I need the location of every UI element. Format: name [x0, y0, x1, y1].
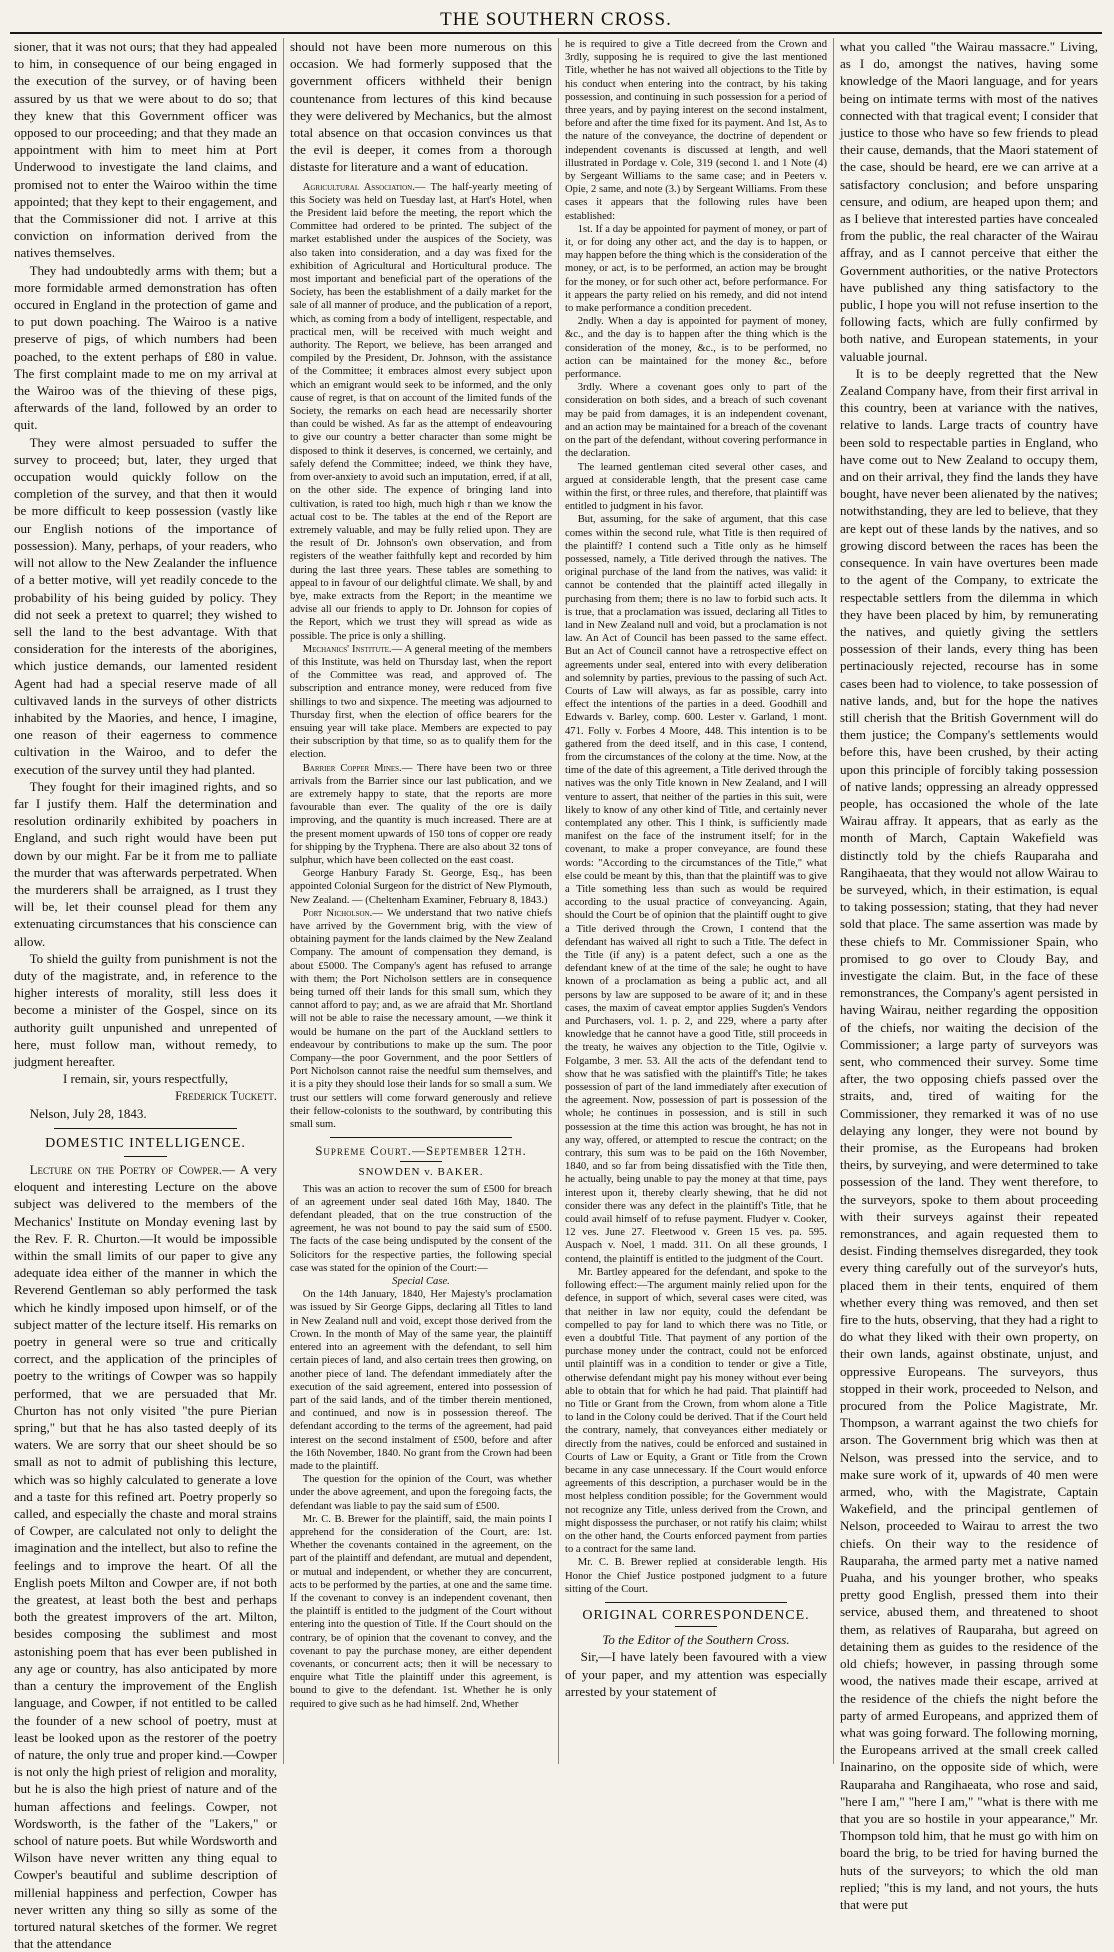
- article-body: The half-yearly meeting of this Society was held on Tuesday last, at Hart's Hotel, when the President laid before the meeting, the report which the Committee had ordered to be printed. The subject of the market established under the auspices of the Society, was also taken into consideration, and a day was fixed for the exhibition of Agricultural and Horticultural produce. The most important and beneficial part of the operations of the Society, has been the establishment of a daily market for the sale of all manner of produce, and the publication of a report, which, as coming from a body of intelligent, respectable, and practical men, will be received with much weight and authority. The Report, we believe, has been arranged and compiled by the President, Dr. Johnson, with the assistance of the Committee; it embraces almost every subject upon which an emigrant would seek to be informed, and the only cause of regret, is that on account of the limited funds of the Society, the remarks on each head are necessarily shorter than could be wished. As far as the attempt of endeavouring to give our country a better character than some might be disposed to think it deserves, is concerned, we certainly, and safely defend the Committee; indeed, we think they have, from over-anxiety to avoid such an imputation, erred, if at all, on the other side. The expence of bringing land into cultivation, is rated too high, much high r than we know the actual cost to be. The tables at the end of the Report are extremely valuable, and may be fully relied upon. They are the result of Dr. Johnson's own observation, and from registers of the weather faithfully kept and recorded by him during the last three years. These tables are something to appeal to in favour of our delightful climate. We shall, by and bye, make extracts from the Report; in the meantime we advise all our friends to apply to Dr. Johnson for copies of the Report, which we trust they will spread as wide as possible. The price is only a shilling.: [290, 181, 552, 642]
- letter-signature: Frederick Tuckett.: [175, 1088, 277, 1104]
- paragraph: Mr. Bartley appeared for the defendant, and spoke to the following effect:—The argument mainly relied upon for the defence, in support of which, several cases were cited, was that neither in law nor equity, could the defendant be compelled to pay for land to which there was no Title, or even a doubtful Title. That payment of any portion of the purchase money under the contract, could not be enforced until plaintiff was in a condition to tender or give a Title, otherwise defendant might pay his money without ever being able to obtain that for which he had paid. That plaintiff had no Title or Grant from the Crown, from whom alone a Title to land in the Colony could be derived. That if the Court held the contrary, namely, that conveyances either mediately or directly from the natives, could be enforced and sustained in Courts of Law or Equity, a Grant or Title from the Crown became in any case unnecessary. If the Court would enforce agreements of this description, a purchaser would be in the most helpless condition possible; for the Government would not recognize any Title, unless derived from the Crown, and might dispossess the purchaser, or not ratify his claim; whilst on the other hand, the Courts enforced payment from parties to a contract for the same land.: [565, 1266, 827, 1556]
- article-title: Port Nicholson.—: [302, 907, 383, 919]
- article-paragraph: [290, 643, 552, 762]
- paragraph: should not have been more numerous on this occasion. We had formerly supposed that the government officers withheld their benign countenance from lectures of this kind because they were delivered by Mechanics, but the almost total absence on that occasion convinces us that the evil is deeper, it comes from a thorough distaste for literature and a want of education.: [290, 39, 552, 175]
- section-heading: ORIGINAL CORRESPONDENCE.: [582, 1607, 810, 1623]
- article-body: A very eloquent and interesting Lecture on the above subject was delivered to the members of the Mechanics' Institute on Monday evening last by the Rev. F. R. Churton.—It would be impossible within the small limits of our paper to give any adequate idea either of the manner in which the Reverend Gentleman so ably performed the task which he kindly imposed upon himself, or of the subject matter of the lecture itself. His remarks on poetry in general were so true and critically correct, and the application of the principles of poetry to the writings of Cowper was so happily performed, that we are persuaded that Mr. Churton has not only visited "the pure Pierian spring," but that he has also tasted deeply of its waters. We are sorry that our sheet should be so small as not to admit of publishing this lecture, which was so highly calculated to generate a love and a taste for this refined art. Poetry properly so called, and especially the chaste and moral strains of Cowper, are calculated not only to delight the imagination and the intellect, but also to refine the feelings and to improve the heart. Of all the English poets Milton and Cowper are, if not both the greatest, at least both the best and perhaps both the greatest improvers of the art. Milton, besides composing the sublimest and most astonishing poem that has ever been published in any age or country, has also anticipated by more than a century the improvement of the English language, and Cowper, if not entitled to be called the founder of a new school of poetry, must at least be looked upon as the restorer of the poetry of nature, the only true and proper kind.—Cowper is not only the high priest of religion and morality, but he is also the high priest of nature and of the human affections and feelings. Cowper, not Wordsworth, is the father of the "Lakers," or school of nature poets. But while Wordsworth and Wilson have never written any thing equal to Cowper's beautiful and sublime description of millenial happiness and perfection, Cowper has never written any thing so silly as some of the tortured natural sketches of the former. We regret that the attendance: [14, 1162, 277, 1952]
- article-body: There have been two or three arrivals from the Barrier since our last publication, and we are extremely happy to state, that the reports are more favourable than ever. The quality of the ore is daily improving, and the quantity is much increased. There are at the present moment upwards of 150 tons of copper ore ready for shipping by the Tryphena. There are also about 32 tons of sulphur, which have been collected on the east coast.: [290, 762, 552, 866]
- paragraph: They were almost persuaded to suffer the survey to proceed; but, later, they urged that occupation would quickly follow on the completion of the survey, and that then it would be more difficult to keep possession (vastly like our English notions of the importance of possession). Many, perhaps, of your readers, who will not allow to the New Zealander the influence of a better motive, will yet readily concede to the probability of his being guided by policy. They did not seek a pretext to quarrel; they wished to sell the land to the best advantage. With that consideration for the interests of the aborigines, which justice demands, our lamented resident Agent had had a special reserve made of all cultivaved lands in the surveys of other districts inhabited by the Maories, and hence, I imagine, one reason of their eagerness to commence cultivation in the Wairoo, and to defer the execution of the survey until they had planted.: [14, 434, 277, 777]
- article-body: A general meeting of the members of this Institute, was held on Thursday last, when the report of the Committee was read, and approved of. The subscription and entrance money, were reduced from five shillings to two and sixpence. The meeting was adjourned to Thursday first, when the election of office bearers for the ensuing year will take place. Members are expected to pay their subscription by that time, so as to qualify them for the election.: [290, 643, 552, 761]
- article-title: Agricultural Association.—: [302, 181, 426, 193]
- paragraph: 1st. If a day be appointed for payment of money, or part of it, or for doing any other act, and the day is to happen, or may happen before the thing which is the consideration of the money, or act, is to be performed, an action may be brought for the money, or for such other act, before performance. For it appears the party relied on his remedy, and did not intend to make performance a condition precedent.: [565, 223, 827, 315]
- paragraph: he is required to give a Title decreed from the Crown and 3rdly, supposing he is required to give the last mentioned Title, whether he has not waived all objections to the Title by his conduct when entering into the contract, by his taking possession, and continuing in such possession for a period of three years, and by paying interest on the second instalment, before and after the time fixed for its payment. And 1st, As to the nature of the conveyance, the doctrine of dependent or independent covenants is discussed at length, and well illustrated in Pordage v. Cole, 319 (second 1. and 1 Note (4) by Sergeant Williams to the same case; and in Peeters v. Opie, 2 same, and note (3.) by Sergeant Williams. From these cases it appears that the following rules have been established:: [565, 39, 827, 222]
- article-body: We understand that two native chiefs have arrived by the Government brig, with the view of obtaining payment for the lands claimed by the New Zealand Company. The amount of compensation they demand, is about £5000. The Company's agent has refused to arrange with them; the Port Nicholson settlers are in consequence being turned off their lands for this small sum, which they cannot afford to pay; and, as we are afraid that Mr. Shortland will not be able to raise the necessary amount, —we think it would be humane on the part of the Auckland settlers to endeavour by contributions to make up the sum. The poor Company—the poor Government, and the poor Settlers of Port Nicholson cannot raise the needful sum themselves, and it is a pity they should lose their lands for so small a sum. We trust our settlers will come forward generously and relieve their fellow-colonists to the southward, by contributing this small sum.: [290, 907, 552, 1131]
- case-title: SNOWDEN v. BAKER.: [358, 1166, 484, 1179]
- article-title: Mechanics' Institute.—: [302, 643, 403, 655]
- article-title: Barrier Copper Mines.—: [302, 762, 413, 774]
- letter-salutation: Sir,—I have lately been favoured with a view of your paper, and my attention was especially arrested by your statement of: [565, 1649, 827, 1699]
- paragraph: They had undoubtedly arms with them; but a more formidable armed demonstration has often occured in England in the protection of game and to put down poaching. The Wairoo is a native preserve of pigs, of which numbers had been poached, to the extent perhaps of £80 in value. The first complaint made to me on my arrival at the Wairoo was of the thieving of these pigs, afterwards of the land, followed by an order to quit.: [14, 262, 277, 433]
- paragraph: Mr. C. B. Brewer for the plaintiff, said, the main points I apprehend for the consideration of the Court, are: 1st. Whether the covenants contained in the agreement, on the part of the plaintiff and defendant, are mutual and dependent, or mutual and independent, or whether they are concurrent, acts to be performed by the parties, at one and the same time. If the covenant to convey is an independent covenant, then the plaintiff is entitled to the judgment of the Court without entering into the question of Title. If the Court should on the contrary, be of opinion that the covenant to convey, and the covenant to pay the purchase money, are either dependent covenants, or concurrent acts; then it will be necessary to enquire what Title the plaintiff under this agreement, is bound to give to the defendant. 1st. Whether he is only required to give such as he had himself. 2nd, Whether: [290, 1513, 552, 1710]
- paragraph: But, assuming, for the sake of argument, that this case comes within the second rule, what Title is then required of the plaintiff? I contend such a Title only as he himself possessed, namely, a Title derived through the natives. The original purchase of the land from the natives, was valid: it cannot be contended that the plaintiff acted illegally in purchasing from them; there is no law to forbid such acts. It is true, that a proclamation was issued, declaring all Titles to land in New Zealand null and void, but a proclamation is not law. An Act of Council has been passed to the same effect. But an Act of Council cannot have a retrospective effect on agreements under seal, entered into with every deliberation and solemnity by parties, previous to the passing of such Act. Courts of Law will always, as far as possible, carry into effect the intentions of the parties in a deed. Goodhill and Edwards v. Barley, comp. 600. Lester v. Garland, 1 mont. 471. Folly v. Forbes 4 Moore, 448. This intention is to be gathered from the deed itself, and in this case, I contend, from the circumstances of the colony at the time. Now, at the time of the date of this agreement, a Title derived through the natives was the only Title known in New Zealand, and I will venture to assert, that neither of the parties in this suit, were likely to know of any other kind of Title, and certainly never contemplated any other. This I think, is sufficiently made manifest on the face of the instrument itself; for in the covenant, to make a proper conveyance, are found these words: "According to the circumstances of the Title," what else could be meant by this, than that the plaintiff was to give a Title something less than such as would be required according to the usual practice of conveyancing. Again, should the Court be of opinion that the plaintiff ought to give a Title derived through the Crown, I contend that the defendant has waived all right to such a Title. The defect in the Title (if any) is a patent defect, such a one as the defendant knew of at the time of the sale; he ought to have known of a proclamation as being a public act, and all persons by law are supposed to be aware of it; and in these cases, the maxim of caveat emptor applies Sugden's Vendors and Purchasers, vol. 1. p. 2, and 229, where a party after knowledge that he cannot have a good Title, still proceeds in the treaty, he waives any objection to the Title, Ogilvie v. Folgambe, 3 mer. 53. All the acts of the defendant tend to show that he was satisfied with the plaintiff's Title; he takes possession of part of the land immediately after execution of the agreement. Now, possession of part is possession of the whole; he continues in possession, and is still in such possession at the time this action was brought, he has not in any way, offered, or attempted to rescue the contract; on the contrary, this sum was to be paid on the 16th November, 1840, and so far from being dissatisfied with the Title then, he actually, being unable to pay the money at that time, pays interest upon it, thereby clearly shewing, that he did not consider there was any defect in the plaintiff's Title, that he could avail himself of to refuse payment. Fludyer v. Cooker, 12 ves. June 27. Fleetwood v. Green 15 ves. pa. 595. Auspach v. Noel, 1 madd. 311. On all these grounds, I contend, the plaintiff is entitled to the judgment of the Court.: [565, 514, 827, 1265]
- paragraph: The question for the opinion of the Court, was whether under the above agreement, and upon the foregoing facts, the defendant was liable to pay the said sum of £500.: [290, 1474, 552, 1512]
- section-divider: [54, 1128, 237, 1129]
- article-paragraph: [290, 907, 552, 1131]
- article-paragraph: [290, 181, 552, 643]
- section-divider: [605, 1602, 787, 1603]
- paragraph: To shield the guilty from punishment is not the duty of the magistrate, and, in reference to the higher interests of morality, still less does it become a minister of the Gospel, since on its authority guilt unpunished and unrepented of here, must follow man, without remedy, to judgment hereafter.: [14, 950, 277, 1069]
- column-2: [283, 38, 558, 1764]
- column-3: [558, 38, 833, 1764]
- paragraph: They fought for their imagined rights, and so far I justify them. Half the determination and resolution ordinarily exhibited by poachers in England, and such right would have been put down by our might. Far be it from me to palliate the murder that was afterwards perpetrated. When the murderers shall be arraigned, as I trust they will be, let their counsel plead for them any extenuating circumstances that his conscience can allow.: [14, 778, 277, 949]
- article-paragraph: [14, 1161, 277, 1952]
- letter-address: To the Editor of the Southern Cross.: [602, 1632, 790, 1648]
- paragraph: what you called "the Wairau massacre." Living, as I do, amongst the natives, having some knowledge of the Maori language, and for years being on intimate terms with most of the natives connected with that tragical event; I consider that justice to those who have so few friends to plead their cause, demands, that the Maori statement of the case, should be heard, ere we can arrive at a satisfactory conclusion; and before unsparing censure, and odium, are heaped upon them; and as I believe that interested parties have concealed from the public, the real character of the Wairau affray, and as I cannot perceive that either the Government authorities, or the native Protectors have published any thing satisfactory to the public, I hope you will not refuse insertion to the following facts, which are fully confirmed by both native, and European statements, in your valuable journal.: [840, 39, 1098, 364]
- section-heading: DOMESTIC INTELLIGENCE.: [45, 1135, 246, 1151]
- column-4: [833, 38, 1104, 1912]
- paragraph: George Hanbury Farady St. George, Esq., has been appointed Colonial Surgeon for the district of New Plymouth, New Zealand. — (Cheltenham Examiner, February 8, 1843.): [290, 868, 552, 906]
- section-divider: [330, 1137, 512, 1138]
- section-divider: [124, 1156, 167, 1157]
- columns: [8, 38, 1104, 1952]
- paragraph: 2ndly. When a day is appointed for payment of money, &c., and the day is to happen after the thing which is the consideration of the money, &c., is to be performed, no action can be maintained for the money &c., before performance.: [565, 316, 827, 381]
- section-divider: [675, 1626, 717, 1627]
- paragraph: On the 14th January, 1840, Her Majesty's proclamation was issued by Sir George Gipps, declaring all Titles to land in New Zealand null and void, except those derived from the Crown. In the month of May of the same year, the plaintiff entered into an agreement with the defendant, to sell him certain pieces of land, and also certain trees then growing, on another piece of land. The defendant immediately after the execution of the said agreement, entered into possession of part of the said lands, and of the timber therein mentioned, and continued, and now is in possession thereof. The defendant according to the terms of the agreement, had paid interest on the second instalment of £500, before and after the 16th November, 1840. No grant from the Crown had been made to the plaintiff.: [290, 1289, 552, 1472]
- paragraph: Mr. C. B. Brewer replied at considerable length. His Honor the Chief Justice postponed judgment to a future sitting of the Court.: [565, 1557, 827, 1595]
- letter-closing: I remain, sir, yours respectfully,: [62, 1071, 229, 1087]
- article-title: Lecture on the Poetry of Cowper.—: [29, 1162, 235, 1177]
- paragraph: It is to be deeply regretted that the New Zealand Company have, from their first arrival in this country, been at variance with the natives, relative to lands. Large tracts of country have been sold to respectable parties in England, who have come out to New Zealand to occupy them, and on their arrival, they find the lands they have bought, have never been alienated by the natives; notwithstanding, they are led to believe, that they are kept out of these lands by the natives, and so growing discord between the races has been the consequence. In vain have overtures been made to the agent of the Company, to extricate the respectable settlers from the dilemma in which they have been placed by him, by remunerating the natives, and quietly giving the settlers possession of their lands, every thing has been pertinaciously rejected, recourse has in some cases been had to violence, to take possession of native lands, and, but for the hope the natives still cherish that the British Government will do them justice; the Company's settlements would before this, have been crushed, by their acting upon this principle of forcibly taking possession of native lands; oppressing an already oppressed people, has occasioned the whole of the late Wairau affray. It appears, that as early as the month of March, Captain Wakefield was distinctly told by the chiefs Rauparaha and Rangihaeata, that they would not allow Wairau to be surveyed, which, in their estimation, is equal to taking possession; stating, that they had never sold that place. The same assertion was made by these chiefs to Mr. Commissioner Spain, who promised to go over to Cloudy Bay, and investigate the claim. But, in the face of these remonstrances, the Company's agent persisted in having Wairau, neither regarding the opposition of the chiefs, nor waiting the decision of the Commissioner; a large party of surveyors was sent, who commenced their survey. Some time after, the two opposing chiefs passed over the straits, and, tired of waiting for the Commissioner, they remarked it was of no use delaying any longer, they were not bound by their promise, as the Europeans had broken theirs, by surveying, and were determined to take possession of the land. They went therefore, to the surveyors, spoke to them about proceeding with their surveys against their repeated remonstrances, and again requested them to desist. Finding themselves disregarded, they took every thing carefully out of the surveyor's huts, placed them in their tents, enquired of them whether every thing was removed, and then set fire to the huts, observing, that they had a right to do what they liked with their own property, on their own lands, against obstinate, unjust, and oppressive Europeans. The surveyors, thus stopped in their work, proceeded to Nelson, and procured from the Police Magistrate, Mr. Thompson, a warrant against the two chiefs for arson. The Government brig which was then at Nelson, was pressed into the service, and to make sure work of it, upwards of 40 men were armed, who, with the Magistrate, Captain Wakefield, and the principal gentlemen of Nelson, proceeded to Wairau to arrest the two chiefs. On their way to the residence of Rauparaha, the armed party met a native named Puaha, and his younger brother, who speaks pretty good English, pressed them into their service, abused them, and threatened to shoot them, as relatives of Rauparaha, but agreed on detaining them as guides to the residence of the old chiefs; however, in passing through some wood, the natives made their escape, arrived at the residence of the chiefs the night before the party of armed Europeans, and apprized them of what was going forward. The following morning, the Europeans arrived at the small creek called Inainarino, on the opposite side of which, were Rauparaha and Rangihaeata, who rose and said, "here I am," "here I am," "what is there with me that you are so hostile in your appearance," Mr. Thompson told him, that he must go with him on board the brig, to be tried for having burned the huts of the surveyors; to which the old man replied; "this is my land, and not yours, the huts that were put: [840, 365, 1098, 1912]
- paragraph: sioner, that it was not ours; that they had appealed to him, in consequence of our being engaged in the execution of the survey, or of having been assured by us that we were about to do so; that they knew that this Government officer was opposed to our proceeding; and that they made an appointment with him to meet him at Port Underwood to investigate the land claims, and promised not to enter the Wairoo within the time appointed; that they kept to their engagement, and that the Commissioner did not. I arrive at this conviction on information derived from the natives themselves.: [14, 39, 277, 261]
- special-case-heading: Special Case.: [392, 1276, 450, 1288]
- section-divider: [400, 1161, 442, 1162]
- masthead: THE SOUTHERN CROSS.: [10, 8, 1102, 34]
- column-1: [8, 38, 283, 1952]
- article-paragraph: [290, 762, 552, 868]
- paragraph: This was an action to recover the sum of £500 for breach of an agreement under seal dated 16th May, 1840. The defendant pleaded, that on the true construction of the agreement, he was not bound to pay the said sum of £500. The facts of the case being undisputed by the consent of the Solicitors for the respective parties, the following special case was stated for the opinion of the Court:—: [290, 1183, 552, 1274]
- letter-dateline: Nelson, July 28, 1843.: [29, 1105, 147, 1121]
- paragraph: The learned gentleman cited several other cases, and argued at considerable length, that the present case came within the first, or three rules, and therefore, that plaintiff was entitled to judgment in his favor.: [565, 461, 827, 513]
- paragraph: 3rdly. Where a covenant goes only to part of the consideration on both sides, and a breach of such covenant may be paid from damages, it is an independent covenant, and an action may be maintained for a breach of the covenant on the part of the defendant, without covering performance in the declaration.: [565, 382, 827, 460]
- court-heading: Supreme Court.—September 12th.: [315, 1143, 527, 1159]
